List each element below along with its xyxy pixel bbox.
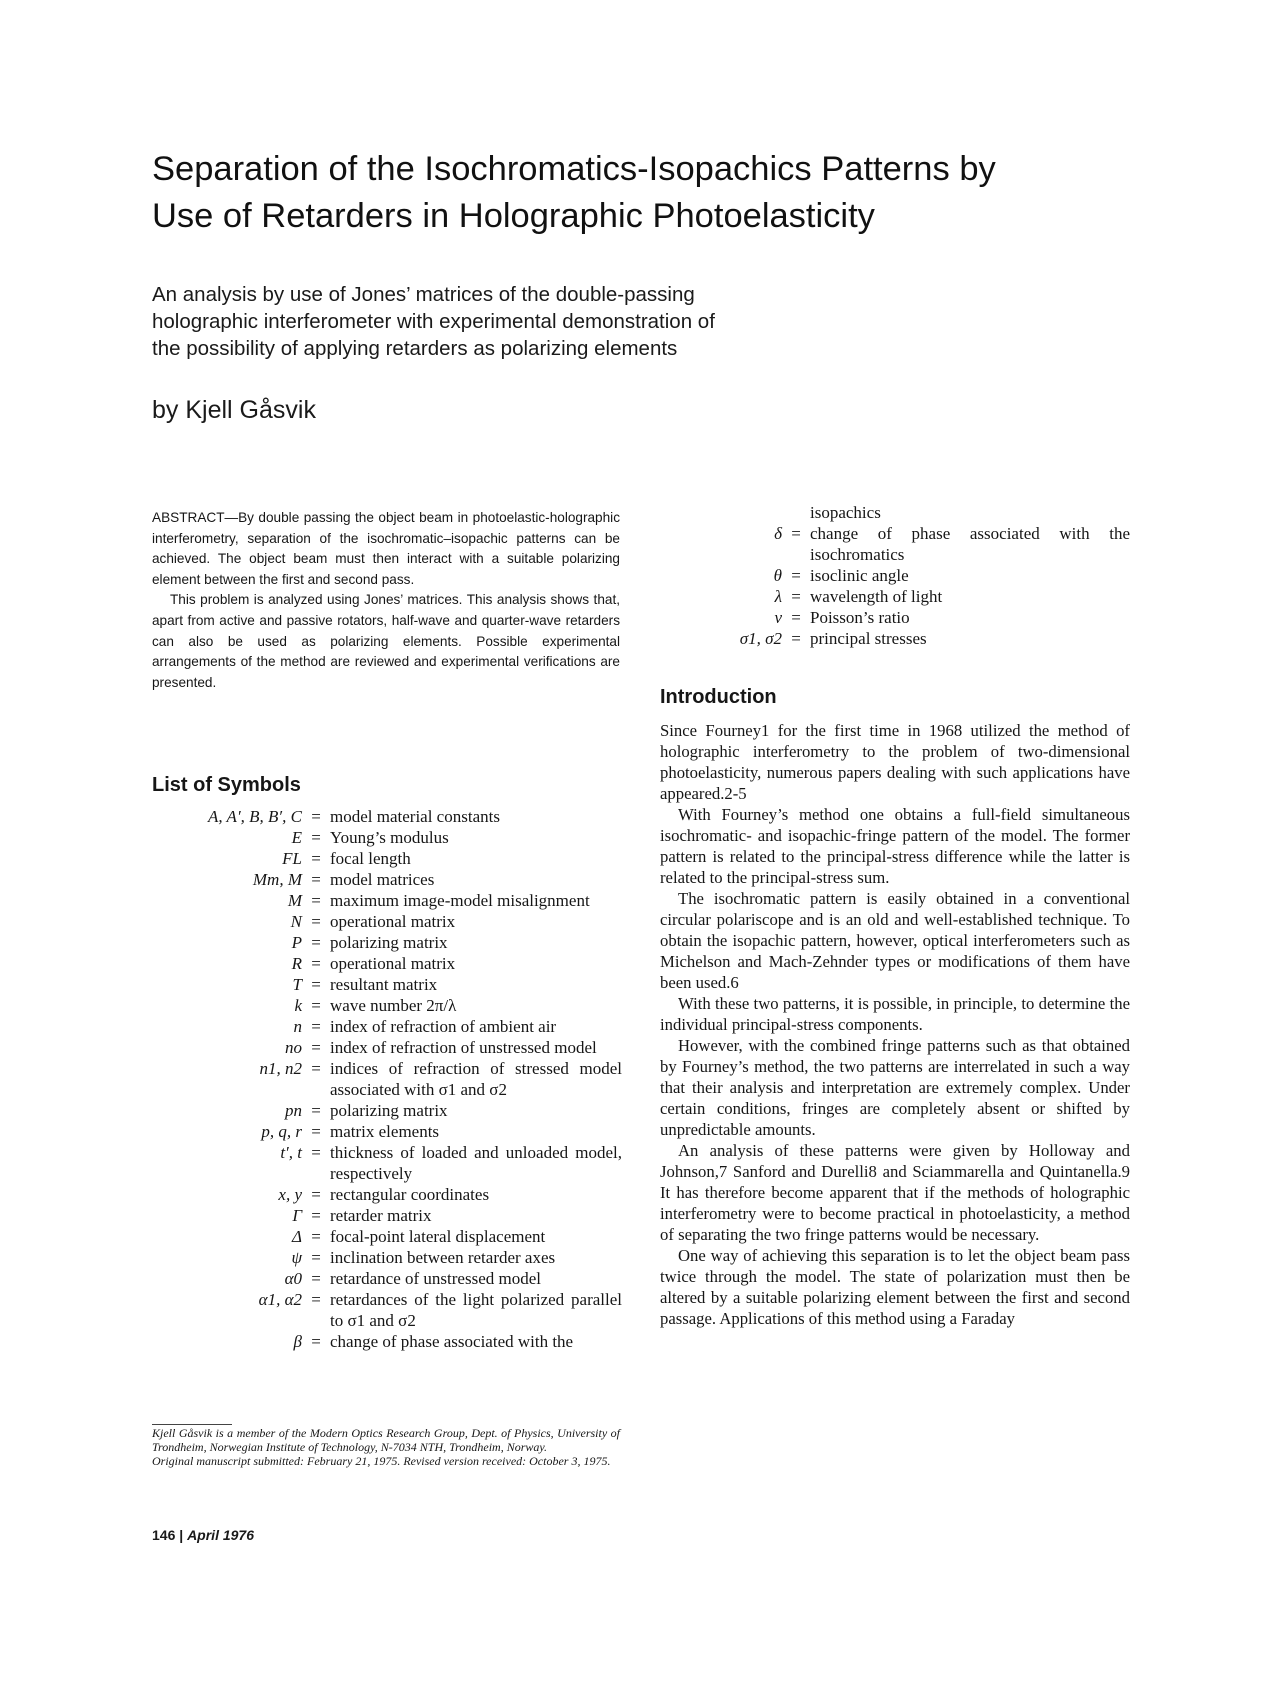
symbol-row <box>660 502 1130 523</box>
footnote-paragraph: Kjell Gåsvik is a member of the Modern Optics Research Group, Dept. of Physics, University of Trondheim, Norwegian Institute of Technology, N-7034 NTH, Trondheim, Norway. <box>152 1426 620 1454</box>
equals-sign: = <box>311 828 321 847</box>
equals-sign: = <box>311 1332 321 1351</box>
symbol-row <box>152 1142 622 1184</box>
introduction-paragraph: However, with the combined fringe patterns such as that obtained by Fourney’s method, the two patterns are interrelated in such a way that their analysis and interpretation are extremely complex. Under certain conditions, fringes are completely absent or shifted by unpredictable amounts. <box>660 1036 1130 1139</box>
introduction-paragraph: Since Fourney1 for the first time in 1968 utilized the method of holographic interferometry to the problem of two-dimensional photoelasticity, numerous papers dealing with such applications have appeared.2-5 <box>660 721 1130 803</box>
symbol-definition: retardances of the light polarized parallel to σ1 and σ2 <box>330 1290 622 1330</box>
symbol-row <box>152 848 622 869</box>
symbol-row <box>152 974 622 995</box>
equals-sign: = <box>311 807 321 826</box>
issue-date: April 1976 <box>187 1527 254 1543</box>
symbol-key: M <box>287 891 302 910</box>
symbol-key: θ <box>773 566 782 585</box>
symbol-definition: model matrices <box>330 870 435 889</box>
paper-title <box>152 146 1152 240</box>
equals-sign: = <box>311 891 321 910</box>
symbol-key: Mm, M <box>252 870 302 889</box>
equals-sign: = <box>311 1122 321 1141</box>
equals-sign: = <box>311 1059 321 1078</box>
symbol-key: Δ <box>292 1227 302 1246</box>
symbol-key: δ <box>774 524 782 543</box>
symbol-row <box>152 806 622 827</box>
equals-sign: = <box>791 629 801 648</box>
symbol-row <box>152 1226 622 1247</box>
symbol-definition: wave number 2π/λ <box>330 996 457 1015</box>
symbol-definition: principal stresses <box>810 629 927 648</box>
equals-sign: = <box>791 566 801 585</box>
equals-sign: = <box>311 1038 321 1057</box>
symbol-row <box>152 1100 622 1121</box>
symbol-key: T <box>292 975 302 994</box>
symbol-row <box>152 995 622 1016</box>
symbol-definition: isopachics <box>810 503 881 522</box>
symbol-key: α1, α2 <box>258 1290 302 1309</box>
symbol-row <box>152 890 622 911</box>
abstract <box>152 508 620 693</box>
author-byline: by Kjell Gåsvik <box>152 396 316 424</box>
symbol-row <box>152 1205 622 1226</box>
equals-sign: = <box>791 608 801 627</box>
symbol-key: no <box>285 1038 302 1057</box>
symbol-definition: change of phase associated with the <box>330 1332 574 1351</box>
subtitle-line: the possibility of applying retarders as polarizing elements <box>152 337 678 360</box>
symbol-row <box>660 523 1130 565</box>
equals-sign: = <box>311 912 321 931</box>
equals-sign: = <box>791 524 801 543</box>
symbol-row <box>152 1331 622 1352</box>
introduction-paragraph: With these two patterns, it is possible, in principle, to determine the individual principal-stress components. <box>660 994 1130 1034</box>
page-number: 146 <box>152 1527 176 1543</box>
symbol-definition: polarizing matrix <box>330 933 448 952</box>
symbol-key: k <box>294 996 302 1015</box>
symbol-key: n1, n2 <box>259 1059 302 1078</box>
equals-sign: = <box>311 870 321 889</box>
symbol-list <box>152 806 622 1352</box>
symbol-definition: wavelength of light <box>810 587 943 606</box>
title-line: Separation of the Isochromatics-Isopachics Patterns by <box>152 150 996 188</box>
symbol-row <box>152 1289 622 1331</box>
symbol-row <box>660 586 1130 607</box>
symbol-row <box>660 607 1130 628</box>
equals-sign: = <box>791 587 801 606</box>
equals-sign: = <box>311 954 321 973</box>
symbol-definition: rectangular coordinates <box>330 1185 490 1204</box>
introduction-heading: Introduction <box>660 686 777 708</box>
symbol-row <box>152 1247 622 1268</box>
symbol-definition: inclination between retarder axes <box>330 1248 556 1267</box>
introduction-paragraph: One way of achieving this separation is to let the object beam pass twice through the model. The state of polarization must then be altered by a suitable polarizing element between the first and second passage. Applications of this method using a Faraday <box>660 1246 1130 1328</box>
introduction-body <box>660 720 1130 1329</box>
equals-sign: = <box>311 1185 321 1204</box>
symbol-key: t′, t <box>280 1143 302 1162</box>
symbol-definition: indices of refraction of stressed model associated with σ1 and σ2 <box>330 1059 622 1099</box>
title-line: Use of Retarders in Holographic Photoelasticity <box>152 197 875 235</box>
symbol-row <box>152 1058 622 1100</box>
symbol-row <box>152 1121 622 1142</box>
symbol-definition: retardance of unstressed model <box>330 1269 541 1288</box>
symbol-definition: maximum image-model misalignment <box>330 891 590 910</box>
symbol-key: E <box>291 828 302 847</box>
introduction-paragraph: With Fourney’s method one obtains a full-field simultaneous isochromatic- and isopachic-fringe pattern of the model. The former pattern is related to the principal-stress difference while the latter is related to the principal-stress sum. <box>660 805 1130 887</box>
symbol-row <box>660 628 1130 649</box>
symbol-definition: resultant matrix <box>330 975 438 994</box>
introduction-paragraph: The isochromatic pattern is easily obtained in a conventional circular polariscope and is an old and well-established technique. To obtain the isopachic pattern, however, optical interferometers such as Michelson and Mach-Zehnder types or modifications of them have been used.6 <box>660 889 1130 992</box>
symbol-key: pn <box>285 1101 302 1120</box>
symbol-key: n <box>293 1017 302 1036</box>
symbol-key: Γ <box>292 1206 302 1225</box>
symbol-key: P <box>291 933 302 952</box>
introduction-paragraph: An analysis of these patterns were given by Holloway and Johnson,7 Sanford and Durelli8 and Sciammarella and Quintanella.9 It has therefore become apparent that if the methods of holographic interferometry were to become practical in photoelasticity, a method of separating the two fringe patterns would be necessary. <box>660 1141 1130 1244</box>
symbols-heading: List of Symbols <box>152 774 301 796</box>
symbol-key: x, y <box>278 1185 302 1204</box>
symbol-row <box>152 953 622 974</box>
symbol-definition: thickness of loaded and unloaded model, respectively <box>330 1143 622 1183</box>
abstract-paragraph: This problem is analyzed using Jones’ matrices. This analysis shows that, apart from active and passive rotators, half-wave and quarter-wave retarders can also be used as polarizing elements. Possible experimental arrangements of the method are reviewed and experimental verifications are presented. <box>152 592 620 690</box>
symbol-definition: operational matrix <box>330 954 456 973</box>
symbol-row <box>152 1037 622 1058</box>
subtitle-line: holographic interferometer with experimental demonstration of <box>152 310 715 333</box>
equals-sign: = <box>311 1290 321 1309</box>
symbol-definition: index of refraction of unstressed model <box>330 1038 597 1057</box>
symbol-definition: index of refraction of ambient air <box>330 1017 557 1036</box>
symbol-key: ψ <box>291 1248 302 1267</box>
symbol-definition: change of phase associated with the isochromatics <box>810 524 1130 564</box>
equals-sign: = <box>311 1227 321 1246</box>
symbol-row <box>660 565 1130 586</box>
symbol-definition: isoclinic angle <box>810 566 909 585</box>
symbol-definition: polarizing matrix <box>330 1101 448 1120</box>
equals-sign: = <box>311 975 321 994</box>
footnote-divider <box>152 1424 232 1425</box>
symbol-definition: focal-point lateral displacement <box>330 1227 546 1246</box>
symbol-row <box>152 1268 622 1289</box>
symbol-list-continued <box>660 502 1130 649</box>
symbol-definition: Young’s modulus <box>330 828 449 847</box>
symbol-definition: focal length <box>330 849 411 868</box>
equals-sign: = <box>311 1269 321 1288</box>
equals-sign: = <box>311 933 321 952</box>
equals-sign: = <box>311 996 321 1015</box>
symbol-key: ν <box>774 608 782 627</box>
abstract-paragraph: ABSTRACT—By double passing the object beam in photoelastic-holographic interferometry, separation of the isochromatic–isopachic patterns can be achieved. The object beam must then interact with a suitable polarizing element between the first and second pass. <box>152 510 620 587</box>
symbol-definition: model material constants <box>330 807 500 826</box>
author-footnote <box>152 1427 620 1468</box>
symbol-key: R <box>291 954 302 973</box>
symbol-row <box>152 932 622 953</box>
symbol-key: σ1, σ2 <box>739 629 782 648</box>
symbol-key: β <box>293 1332 302 1351</box>
equals-sign: = <box>311 1206 321 1225</box>
symbol-definition: matrix elements <box>330 1122 440 1141</box>
symbol-definition: operational matrix <box>330 912 456 931</box>
footer-separator: | <box>179 1527 184 1543</box>
symbol-key: α0 <box>284 1269 302 1288</box>
equals-sign: = <box>311 1248 321 1267</box>
symbol-key: FL <box>282 849 302 868</box>
symbol-definition: Poisson’s ratio <box>810 608 910 627</box>
symbol-key: N <box>290 912 302 931</box>
equals-sign: = <box>311 1143 321 1162</box>
paper-subtitle <box>152 281 852 362</box>
subtitle-line: An analysis by use of Jones’ matrices of the double-passing <box>152 283 695 306</box>
equals-sign: = <box>311 1101 321 1120</box>
footnote-paragraph: Original manuscript submitted: February 21, 1975. Revised version received: October 3, 1975. <box>152 1453 611 1468</box>
symbol-row <box>152 911 622 932</box>
symbol-key: λ <box>774 587 782 606</box>
symbol-row <box>152 827 622 848</box>
equals-sign: = <box>311 1017 321 1036</box>
symbol-row <box>152 1016 622 1037</box>
equals-sign: = <box>311 849 321 868</box>
symbol-definition: retarder matrix <box>330 1206 432 1225</box>
symbol-key: A, A′, B, B′, C <box>207 807 302 826</box>
symbol-row <box>152 1184 622 1205</box>
symbol-key: p, q, r <box>261 1122 302 1141</box>
page-footer <box>152 1527 254 1543</box>
symbol-row <box>152 869 622 890</box>
